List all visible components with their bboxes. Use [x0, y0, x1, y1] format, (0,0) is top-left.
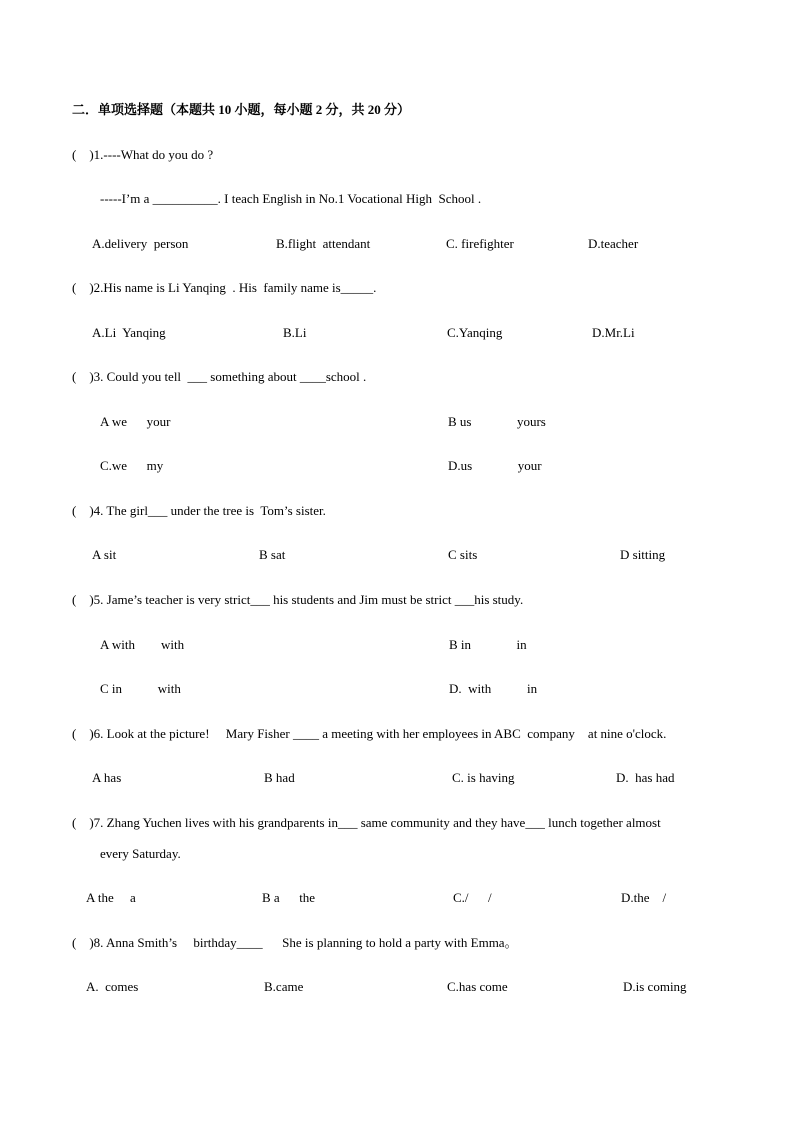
- option-c: C sits: [448, 547, 478, 562]
- option-d: D.us your: [448, 458, 542, 473]
- question-stem: ( )8. Anna Smith’s birthday____ She is planning to hold a party with Emma。: [72, 935, 518, 950]
- option-b: B.Li: [283, 325, 307, 340]
- question-stem: ( )3. Could you tell ___ something about ____school .: [72, 369, 367, 384]
- option-c: C in with: [100, 681, 181, 696]
- option-a: A.Li Yanqing: [92, 325, 166, 340]
- option-a: A sit: [92, 547, 117, 562]
- option-b: B sat: [259, 547, 286, 562]
- question-stem: ( )5. Jame’s teacher is very strict___ his students and Jim must be strict ___his study.: [72, 592, 524, 607]
- option-c: C.Yanqing: [447, 325, 503, 340]
- option-a: A with with: [100, 637, 185, 652]
- option-c: C. is having: [452, 770, 515, 785]
- section-title: 二．单项选择题（本题共 10 小题，每小题 2 分，共 20 分）: [72, 102, 411, 117]
- option-b: B a the: [262, 890, 316, 905]
- question-stem-continued: -----I’m a __________. I teach English in No.1 Vocational High School .: [100, 191, 482, 206]
- option-a: A.delivery person: [92, 236, 189, 251]
- option-d: D.Mr.Li: [592, 325, 635, 340]
- question-stem: ( )1.----What do you do ?: [72, 147, 214, 162]
- option-d: D sitting: [620, 547, 666, 562]
- option-c: C./ /: [453, 890, 492, 905]
- question-stem: ( )7. Zhang Yuchen lives with his grandparents in___ same community and they have___ lunch together almost: [72, 815, 661, 830]
- option-b: B in in: [449, 637, 527, 652]
- option-a: A has: [92, 770, 122, 785]
- option-a: A we your: [100, 414, 171, 429]
- option-b: B.came: [264, 979, 304, 994]
- question-stem-continued: every Saturday.: [100, 846, 181, 861]
- option-a: A the a: [86, 890, 136, 905]
- option-c: C.has come: [447, 979, 508, 994]
- question-stem: ( )6. Look at the picture! Mary Fisher ____ a meeting with her employees in ABC company at nine o'clock.: [72, 726, 667, 741]
- option-d: D.teacher: [588, 236, 639, 251]
- option-b: B us yours: [448, 414, 546, 429]
- option-d: D. has had: [616, 770, 675, 785]
- option-b: B had: [264, 770, 295, 785]
- option-a: A. comes: [86, 979, 139, 994]
- question-stem: ( )2.His name is Li Yanqing . His family name is_____.: [72, 280, 377, 295]
- option-d: D. with in: [449, 681, 538, 696]
- option-c: C.we my: [100, 458, 164, 473]
- option-c: C. firefighter: [446, 236, 514, 251]
- option-b: B.flight attendant: [276, 236, 371, 251]
- option-d: D.is coming: [623, 979, 687, 994]
- question-stem: ( )4. The girl___ under the tree is Tom’s sister.: [72, 503, 326, 518]
- option-d: D.the /: [621, 890, 667, 905]
